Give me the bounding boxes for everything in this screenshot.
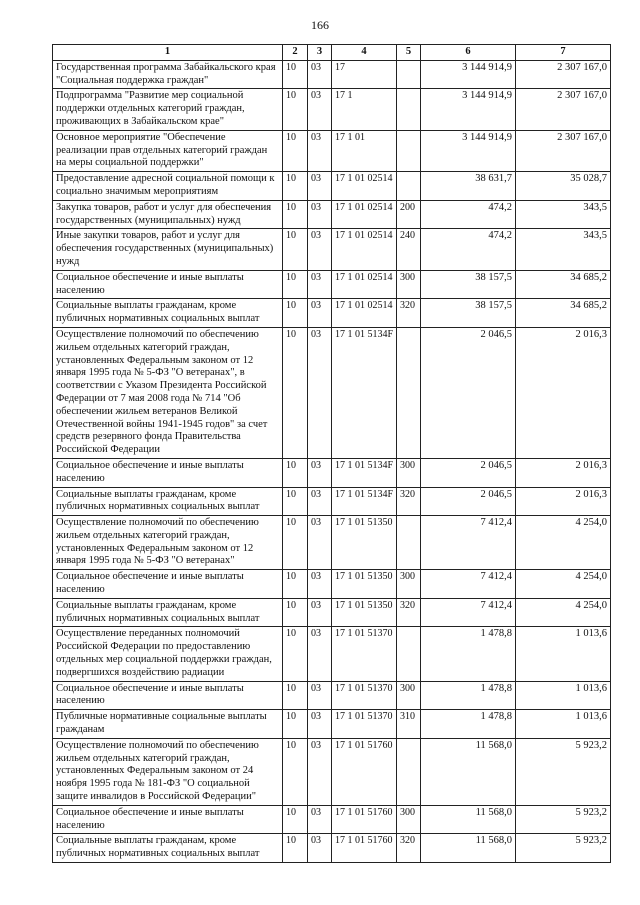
row-amount-1-cell: 38 157,5 (421, 299, 516, 328)
row-name-cell: Социальные выплаты гражданам, кроме публичных нормативных социальных выплат (53, 598, 283, 627)
row-amount-2-cell: 5 923,2 (516, 738, 611, 805)
row-section-cell: 10 (283, 627, 308, 681)
row-subsection-cell: 03 (308, 570, 332, 599)
row-target-article-cell: 17 1 01 51370 (332, 681, 397, 710)
row-amount-2-cell: 1 013,6 (516, 681, 611, 710)
row-amount-2-cell: 343,5 (516, 200, 611, 229)
row-subsection-cell: 03 (308, 738, 332, 805)
row-amount-2-cell: 34 685,2 (516, 299, 611, 328)
row-amount-1-cell: 1 478,8 (421, 627, 516, 681)
row-amount-2-cell: 4 254,0 (516, 598, 611, 627)
row-section-cell: 10 (283, 299, 308, 328)
row-name-cell: Социальное обеспечение и иные выплаты населению (53, 270, 283, 299)
row-section-cell: 10 (283, 89, 308, 130)
row-expense-type-cell (397, 738, 421, 805)
row-subsection-cell: 03 (308, 327, 332, 458)
table-row (53, 270, 611, 299)
table-row (53, 681, 611, 710)
table-row (53, 229, 611, 270)
row-name-cell: Закупка товаров, работ и услуг для обеспечения государственных (муниципальных) нужд (53, 200, 283, 229)
row-name-cell: Осуществление полномочий по обеспечению жильем отдельных категорий граждан, установленных Федеральным законом от 24 ноября 1995 года № 181-ФЗ "О социальной защите инвалидов в Российской Федерации" (53, 738, 283, 805)
row-target-article-cell: 17 1 (332, 89, 397, 130)
row-name-cell: Осуществление переданных полномочий Российской Федерации по предоставлению отдельных мер социальной поддержки граждан, подвергшихся воздействию радиации (53, 627, 283, 681)
row-subsection-cell: 03 (308, 60, 332, 89)
column-header: 4 (332, 45, 397, 61)
row-amount-1-cell: 11 568,0 (421, 805, 516, 834)
table-row (53, 487, 611, 516)
row-target-article-cell: 17 1 01 51350 (332, 516, 397, 570)
row-subsection-cell: 03 (308, 299, 332, 328)
row-amount-1-cell: 1 478,8 (421, 710, 516, 739)
row-subsection-cell: 03 (308, 516, 332, 570)
table-row (53, 130, 611, 171)
row-expense-type-cell (397, 327, 421, 458)
table-row (53, 598, 611, 627)
row-expense-type-cell (397, 172, 421, 201)
row-amount-1-cell: 38 157,5 (421, 270, 516, 299)
row-subsection-cell: 03 (308, 458, 332, 487)
row-name-cell: Иные закупки товаров, работ и услуг для обеспечения государственных (муниципальных) нужд (53, 229, 283, 270)
row-amount-2-cell: 35 028,7 (516, 172, 611, 201)
row-target-article-cell: 17 1 01 51370 (332, 627, 397, 681)
row-subsection-cell: 03 (308, 130, 332, 171)
row-amount-2-cell: 2 016,3 (516, 327, 611, 458)
row-expense-type-cell: 240 (397, 229, 421, 270)
row-section-cell: 10 (283, 200, 308, 229)
row-section-cell: 10 (283, 270, 308, 299)
row-amount-1-cell: 2 046,5 (421, 487, 516, 516)
row-expense-type-cell: 300 (397, 270, 421, 299)
row-expense-type-cell: 320 (397, 299, 421, 328)
row-section-cell: 10 (283, 598, 308, 627)
column-header: 3 (308, 45, 332, 61)
table-row (53, 89, 611, 130)
row-amount-2-cell: 343,5 (516, 229, 611, 270)
row-subsection-cell: 03 (308, 598, 332, 627)
row-section-cell: 10 (283, 710, 308, 739)
row-amount-1-cell: 11 568,0 (421, 738, 516, 805)
row-name-cell: Предоставление адресной социальной помощи к социально значимым мероприятиям (53, 172, 283, 201)
row-name-cell: Социальное обеспечение и иные выплаты населению (53, 805, 283, 834)
row-amount-1-cell: 2 046,5 (421, 327, 516, 458)
column-header: 7 (516, 45, 611, 61)
row-amount-2-cell: 2 307 167,0 (516, 89, 611, 130)
row-target-article-cell: 17 1 01 51760 (332, 805, 397, 834)
table-row (53, 200, 611, 229)
row-amount-2-cell: 34 685,2 (516, 270, 611, 299)
row-target-article-cell: 17 1 01 51350 (332, 570, 397, 599)
page-number: 166 (311, 18, 329, 32)
row-name-cell: Публичные нормативные социальные выплаты гражданам (53, 710, 283, 739)
row-name-cell: Подпрограмма "Развитие мер социальной поддержки отдельных категорий граждан, проживающих в Забайкальском крае" (53, 89, 283, 130)
row-target-article-cell: 17 1 01 02514 (332, 172, 397, 201)
row-section-cell: 10 (283, 130, 308, 171)
row-section-cell: 10 (283, 738, 308, 805)
row-section-cell: 10 (283, 60, 308, 89)
row-subsection-cell: 03 (308, 487, 332, 516)
table-row (53, 516, 611, 570)
row-target-article-cell: 17 1 01 51760 (332, 738, 397, 805)
row-amount-1-cell: 2 046,5 (421, 458, 516, 487)
row-expense-type-cell (397, 516, 421, 570)
row-expense-type-cell (397, 89, 421, 130)
row-name-cell: Осуществление полномочий по обеспечению жильем отдельных категорий граждан, установленных Федеральным законом от 12 января 1995 года № 5-ФЗ "О ветеранах" (53, 516, 283, 570)
table-row (53, 570, 611, 599)
row-amount-1-cell: 474,2 (421, 229, 516, 270)
row-expense-type-cell: 300 (397, 805, 421, 834)
table-row (53, 627, 611, 681)
row-subsection-cell: 03 (308, 834, 332, 863)
row-amount-1-cell: 7 412,4 (421, 570, 516, 599)
row-target-article-cell: 17 1 01 51760 (332, 834, 397, 863)
row-name-cell: Социальные выплаты гражданам, кроме публичных нормативных социальных выплат (53, 487, 283, 516)
row-section-cell: 10 (283, 570, 308, 599)
row-expense-type-cell (397, 130, 421, 171)
row-amount-2-cell: 2 016,3 (516, 458, 611, 487)
row-subsection-cell: 03 (308, 172, 332, 201)
row-amount-2-cell: 1 013,6 (516, 627, 611, 681)
row-amount-1-cell: 1 478,8 (421, 681, 516, 710)
row-name-cell: Государственная программа Забайкальского края "Социальная поддержка граждан" (53, 60, 283, 89)
row-target-article-cell: 17 1 01 5134F (332, 458, 397, 487)
row-amount-2-cell: 1 013,6 (516, 710, 611, 739)
row-target-article-cell: 17 1 01 (332, 130, 397, 171)
row-expense-type-cell: 320 (397, 598, 421, 627)
row-name-cell: Социальное обеспечение и иные выплаты населению (53, 681, 283, 710)
row-expense-type-cell: 320 (397, 487, 421, 516)
row-subsection-cell: 03 (308, 805, 332, 834)
row-target-article-cell: 17 (332, 60, 397, 89)
row-amount-2-cell: 4 254,0 (516, 570, 611, 599)
row-subsection-cell: 03 (308, 200, 332, 229)
row-amount-1-cell: 7 412,4 (421, 516, 516, 570)
row-amount-2-cell: 4 254,0 (516, 516, 611, 570)
row-name-cell: Социальное обеспечение и иные выплаты населению (53, 458, 283, 487)
row-amount-2-cell: 2 307 167,0 (516, 60, 611, 89)
row-amount-1-cell: 3 144 914,9 (421, 130, 516, 171)
row-target-article-cell: 17 1 01 5134F (332, 327, 397, 458)
table-row (53, 299, 611, 328)
row-target-article-cell: 17 1 01 02514 (332, 229, 397, 270)
row-expense-type-cell (397, 627, 421, 681)
table-row (53, 458, 611, 487)
row-amount-1-cell: 7 412,4 (421, 598, 516, 627)
row-name-cell: Социальное обеспечение и иные выплаты населению (53, 570, 283, 599)
table-row (53, 710, 611, 739)
budget-table (52, 44, 611, 863)
row-amount-2-cell: 5 923,2 (516, 805, 611, 834)
row-section-cell: 10 (283, 172, 308, 201)
row-amount-1-cell: 38 631,7 (421, 172, 516, 201)
row-amount-2-cell: 2 307 167,0 (516, 130, 611, 171)
table-row (53, 738, 611, 805)
row-amount-2-cell: 5 923,2 (516, 834, 611, 863)
row-section-cell: 10 (283, 834, 308, 863)
row-subsection-cell: 03 (308, 229, 332, 270)
row-name-cell: Социальные выплаты гражданам, кроме публичных нормативных социальных выплат (53, 299, 283, 328)
row-section-cell: 10 (283, 681, 308, 710)
row-expense-type-cell: 310 (397, 710, 421, 739)
row-subsection-cell: 03 (308, 270, 332, 299)
row-expense-type-cell: 300 (397, 570, 421, 599)
row-amount-1-cell: 3 144 914,9 (421, 60, 516, 89)
row-name-cell: Осуществление полномочий по обеспечению жильем отдельных категорий граждан, установленных Федеральным законом от 12 января 1995 года № 5-ФЗ "О ветеранах", в соответствии с Указом Президента Российской Федерации от 7 мая 2008 года № 714 "Об обеспечении жильем ветеранов Великой Отечественной войны 1941-1945 годов" за счет средств резервного фонда Правительства Российской Федерации (53, 327, 283, 458)
row-amount-2-cell: 2 016,3 (516, 487, 611, 516)
row-target-article-cell: 17 1 01 5134F (332, 487, 397, 516)
row-expense-type-cell: 320 (397, 834, 421, 863)
table-header-row (53, 45, 611, 61)
row-target-article-cell: 17 1 01 02514 (332, 200, 397, 229)
table-row (53, 327, 611, 458)
column-header: 6 (421, 45, 516, 61)
row-amount-1-cell: 11 568,0 (421, 834, 516, 863)
row-target-article-cell: 17 1 01 51350 (332, 598, 397, 627)
row-target-article-cell: 17 1 01 02514 (332, 270, 397, 299)
table-body (53, 60, 611, 862)
column-header: 1 (53, 45, 283, 61)
row-section-cell: 10 (283, 805, 308, 834)
row-expense-type-cell: 300 (397, 458, 421, 487)
table-row (53, 172, 611, 201)
row-subsection-cell: 03 (308, 627, 332, 681)
row-section-cell: 10 (283, 327, 308, 458)
row-name-cell: Социальные выплаты гражданам, кроме публичных нормативных социальных выплат (53, 834, 283, 863)
table-row (53, 805, 611, 834)
row-subsection-cell: 03 (308, 681, 332, 710)
row-target-article-cell: 17 1 01 51370 (332, 710, 397, 739)
row-section-cell: 10 (283, 487, 308, 516)
row-name-cell: Основное мероприятие "Обеспечение реализации прав отдельных категорий граждан на меры социальной поддержки" (53, 130, 283, 171)
row-amount-1-cell: 3 144 914,9 (421, 89, 516, 130)
row-section-cell: 10 (283, 229, 308, 270)
row-section-cell: 10 (283, 516, 308, 570)
column-header: 5 (397, 45, 421, 61)
row-expense-type-cell (397, 60, 421, 89)
row-amount-1-cell: 474,2 (421, 200, 516, 229)
table-row (53, 60, 611, 89)
row-section-cell: 10 (283, 458, 308, 487)
row-expense-type-cell: 300 (397, 681, 421, 710)
table-row (53, 834, 611, 863)
row-subsection-cell: 03 (308, 89, 332, 130)
row-expense-type-cell: 200 (397, 200, 421, 229)
row-subsection-cell: 03 (308, 710, 332, 739)
row-target-article-cell: 17 1 01 02514 (332, 299, 397, 328)
column-header: 2 (283, 45, 308, 61)
